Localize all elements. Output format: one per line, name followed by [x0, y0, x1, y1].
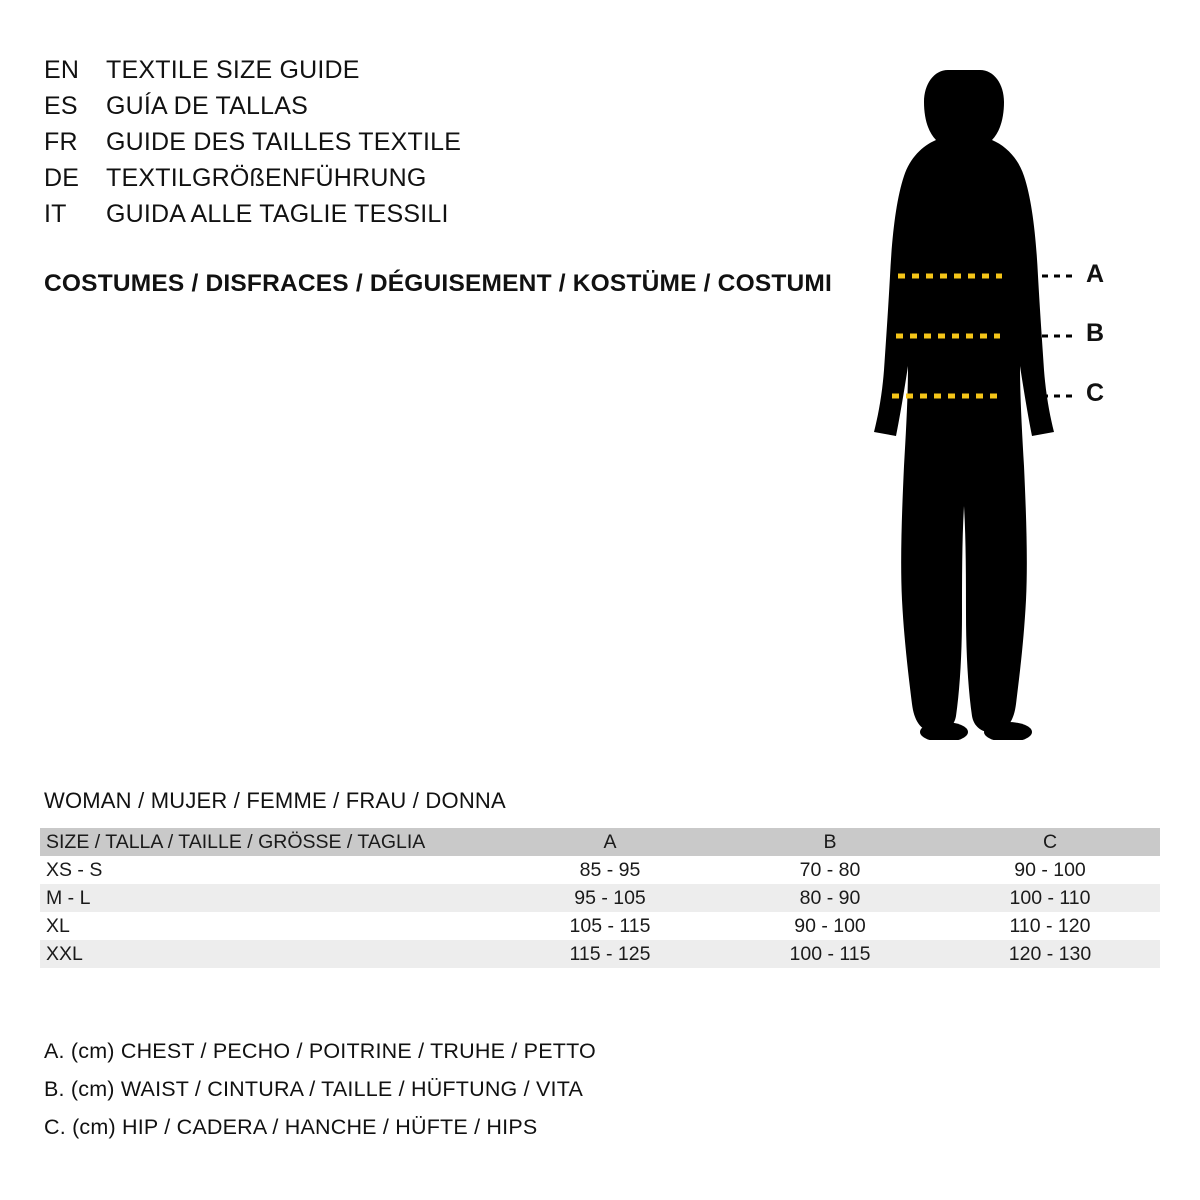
- cell-size: XS - S: [46, 858, 103, 881]
- language-code: IT: [44, 200, 67, 228]
- marker-label-c: C: [1086, 379, 1105, 407]
- costumes-subtitle: COSTUMES / DISFRACES / DÉGUISEMENT / KOSTÜME / COSTUMI: [44, 270, 833, 297]
- language-row-en: [44, 52, 764, 88]
- language-code: EN: [44, 56, 80, 84]
- cell-a: 95 - 105: [574, 886, 646, 909]
- language-text: GUÍA DE TALLAS: [106, 92, 308, 120]
- column-header-c: C: [1042, 830, 1058, 853]
- cell-a: 105 - 115: [569, 914, 651, 937]
- cell-b: 70 - 80: [799, 858, 861, 881]
- cell-c: 90 - 100: [1014, 858, 1086, 881]
- language-text: GUIDE DES TAILLES TEXTILE: [106, 128, 462, 156]
- table-header-row: [40, 828, 1160, 856]
- column-header-size: SIZE / TALLA / TAILLE / GRÖSSE / TAGLIA: [46, 830, 426, 853]
- language-text: TEXTILGRÖßENFÜHRUNG: [106, 164, 427, 192]
- female-silhouette-icon: [850, 40, 1170, 740]
- language-list: [44, 52, 764, 232]
- cell-b: 80 - 90: [799, 886, 861, 909]
- table-header: [40, 828, 1160, 856]
- language-row-es: [44, 88, 764, 124]
- table-row: [40, 912, 1160, 940]
- column-header-a: A: [603, 830, 617, 853]
- legend-row-c: C. (cm) HIP / CADERA / HANCHE / HÜFTE / HIPS: [44, 1115, 538, 1139]
- table-row: [40, 940, 1160, 968]
- language-code: ES: [44, 92, 78, 120]
- cell-c: 120 - 130: [1008, 942, 1092, 965]
- language-text: TEXTILE SIZE GUIDE: [106, 56, 360, 84]
- table-title: WOMAN / MUJER / FEMME / FRAU / DONNA: [44, 788, 506, 813]
- table-row: [40, 884, 1160, 912]
- column-header-b: B: [823, 830, 837, 853]
- language-row-fr: [44, 124, 764, 160]
- cell-c: 110 - 120: [1009, 914, 1091, 937]
- cell-a: 85 - 95: [579, 858, 641, 881]
- cell-b: 100 - 115: [789, 942, 871, 965]
- language-code: DE: [44, 164, 80, 192]
- table-body: [40, 856, 1160, 968]
- marker-label-b: B: [1086, 319, 1105, 347]
- cell-size: M - L: [46, 886, 91, 909]
- marker-label-a: A: [1086, 260, 1105, 288]
- cell-size: XXL: [46, 942, 83, 965]
- body-figure: [850, 40, 1170, 740]
- language-code: FR: [44, 128, 78, 156]
- table-row: [40, 856, 1160, 884]
- cell-a: 115 - 125: [569, 942, 651, 965]
- language-row-de: [44, 160, 764, 196]
- cell-b: 90 - 100: [794, 914, 866, 937]
- legend-row-a: A. (cm) CHEST / PECHO / POITRINE / TRUHE / PETTO: [44, 1039, 596, 1063]
- size-table: [40, 828, 1160, 968]
- language-row-it: [44, 196, 764, 232]
- measurement-legend: [44, 1032, 596, 1146]
- cell-size: XL: [46, 914, 70, 937]
- language-text: GUIDA ALLE TAGLIE TESSILI: [106, 200, 449, 228]
- cell-c: 100 - 110: [1009, 886, 1091, 909]
- legend-row-b: B. (cm) WAIST / CINTURA / TAILLE / HÜFTUNG / VITA: [44, 1077, 583, 1101]
